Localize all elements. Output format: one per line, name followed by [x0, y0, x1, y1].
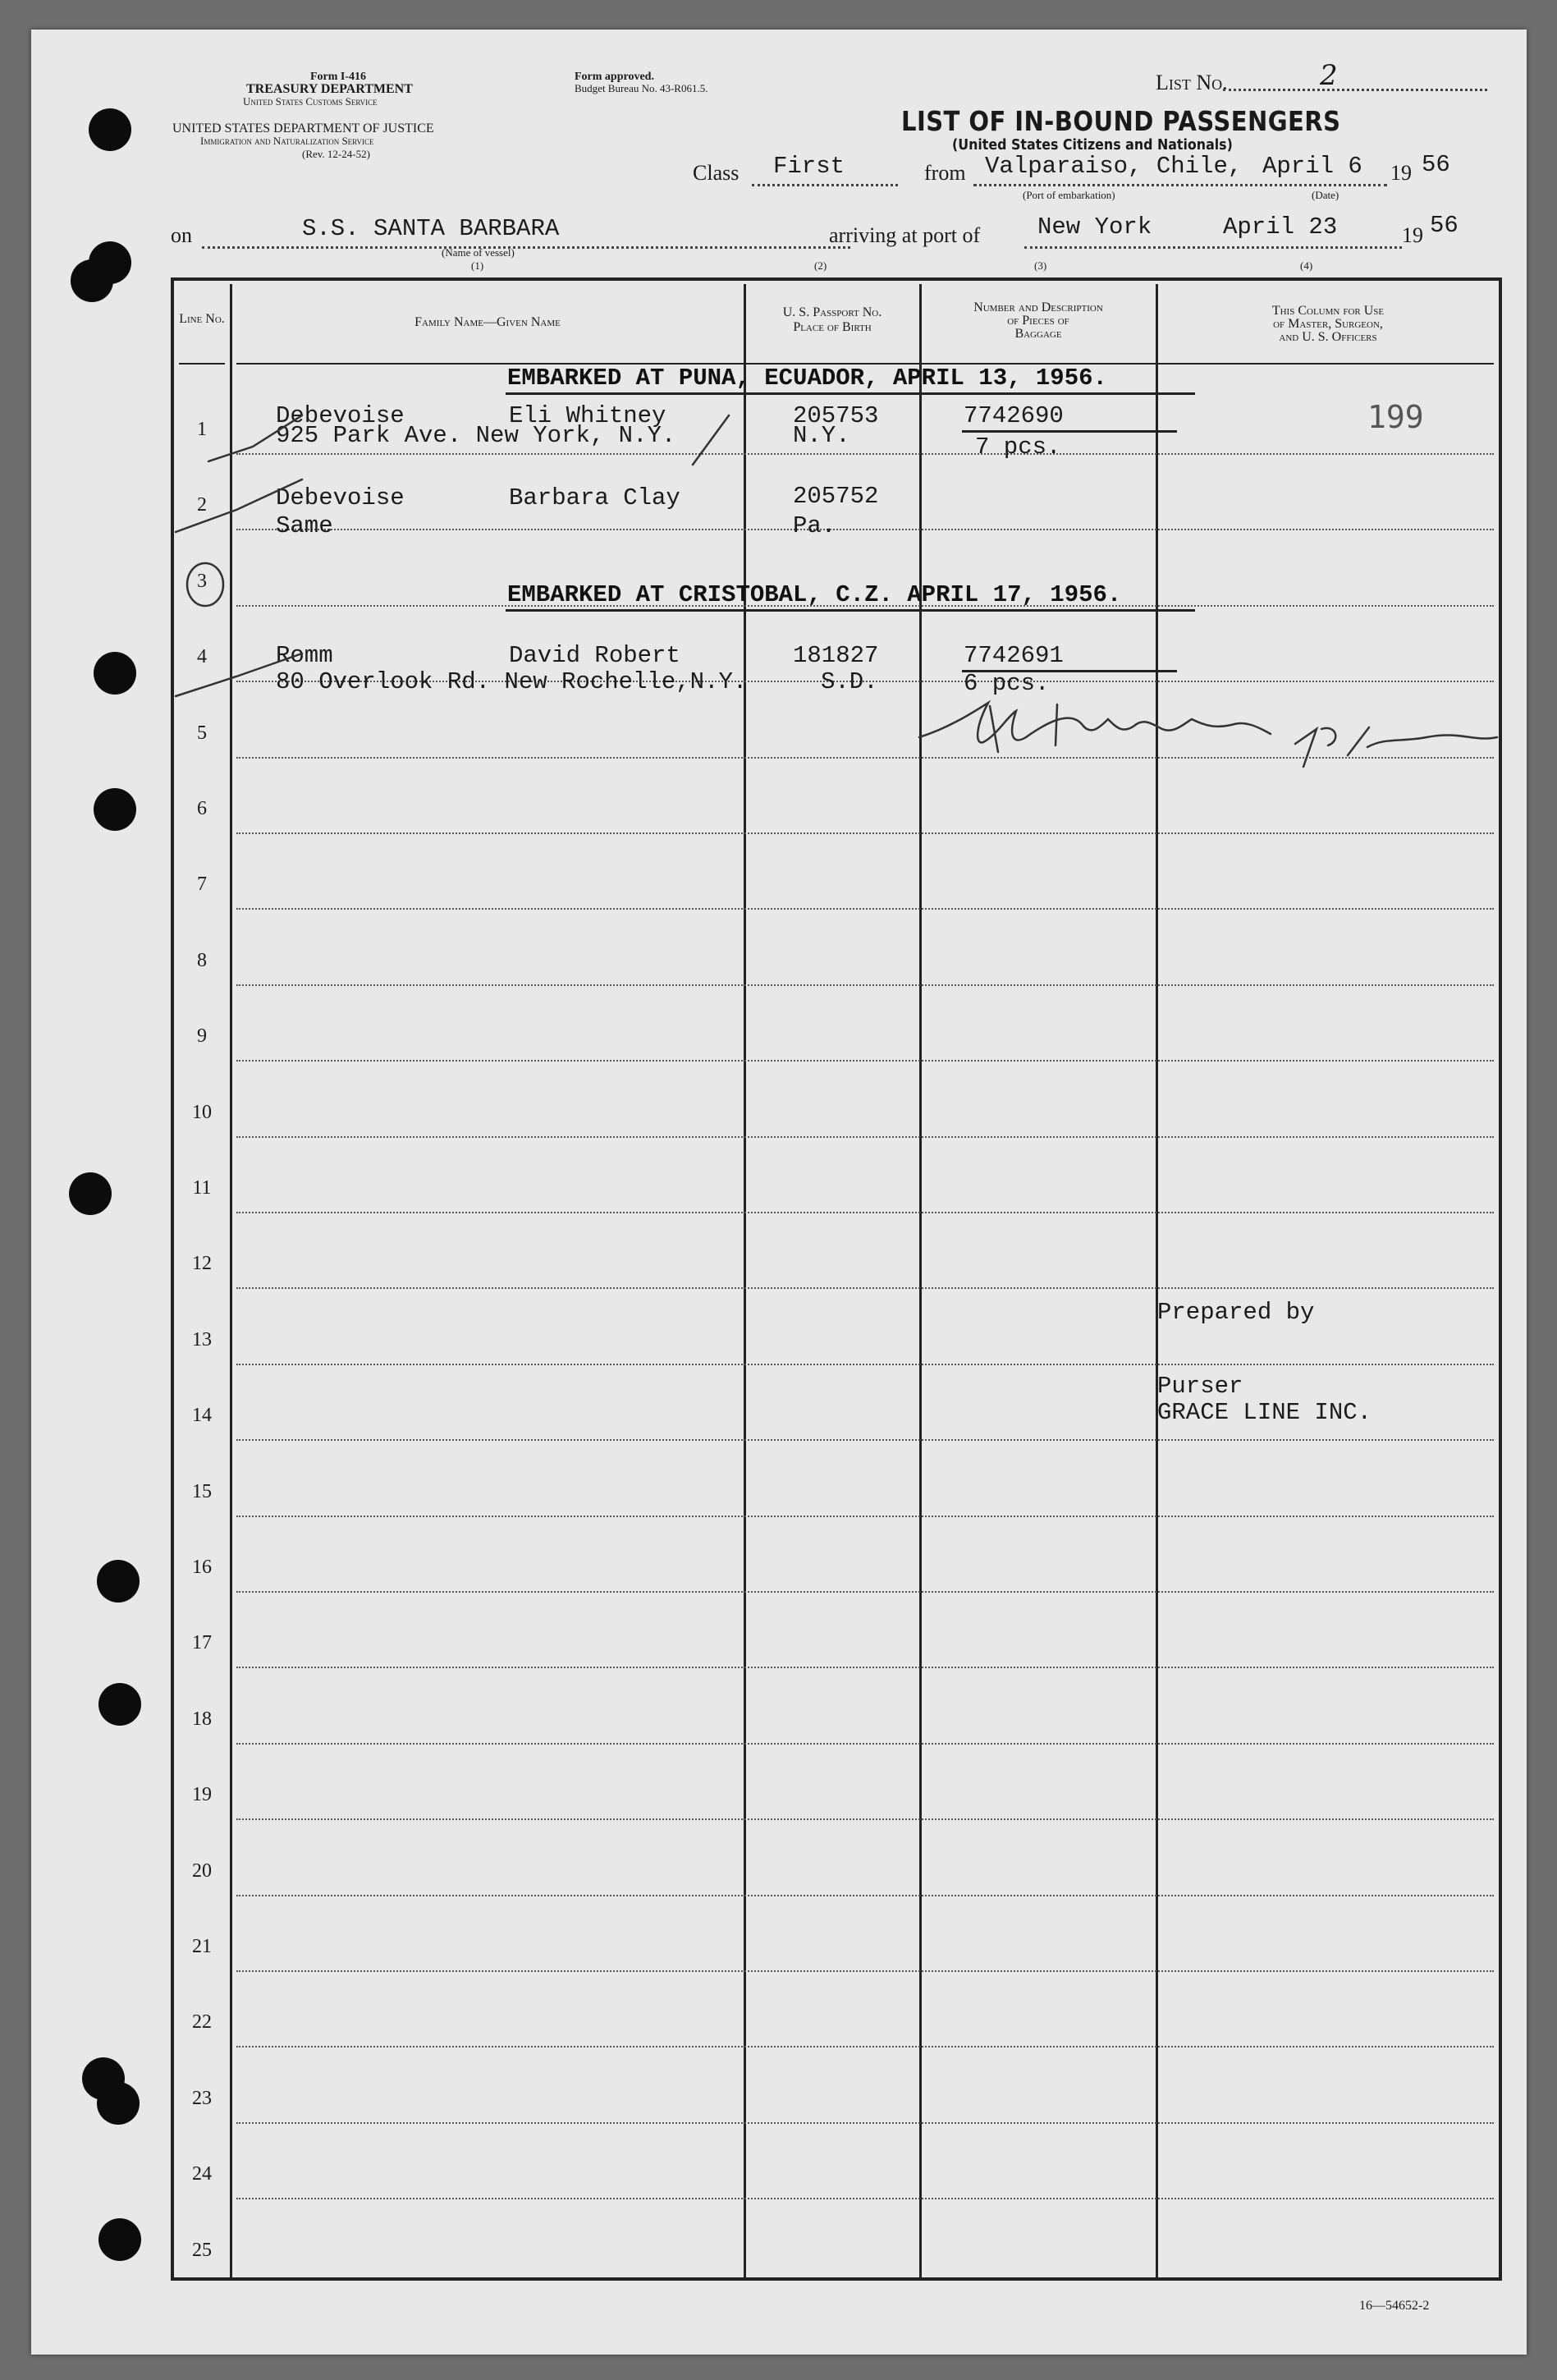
p2-birth: Pa. [793, 512, 836, 539]
class-value: First [773, 153, 845, 180]
company-name: GRACE LINE INC. [1157, 1399, 1372, 1426]
binder-hole [97, 2082, 140, 2125]
row-number: 5 [197, 722, 207, 744]
vessel-value: S.S. SANTA BARBARA [302, 215, 560, 242]
p3-family: Romm [276, 642, 333, 669]
from-value: Valparaiso, Chile, [985, 153, 1243, 180]
p1-birth: N.Y. [793, 422, 850, 449]
officer-mark: 199 [1367, 399, 1424, 435]
row-number: 20 [192, 1860, 212, 1882]
p1-given: Eli Whitney [509, 402, 666, 429]
row-number: 1 [197, 419, 207, 440]
col-num-2: (2) [814, 259, 827, 272]
row-divider [236, 1591, 1494, 1593]
row-number: 10 [192, 1101, 212, 1123]
list-no-value: 2 [1320, 59, 1338, 92]
row-divider [236, 1970, 1494, 1972]
row-number: 23 [192, 2087, 212, 2109]
budget-bureau: Budget Bureau No. 43-R061.5. [575, 82, 708, 94]
row-number: 17 [192, 1632, 212, 1654]
header-baggage-2: of Pieces of [1007, 314, 1069, 328]
row-number: 14 [192, 1405, 212, 1427]
col-num-4: (4) [1300, 259, 1313, 272]
row-number: 21 [192, 1936, 212, 1957]
binder-hole [98, 1683, 141, 1726]
binder-hole [97, 1560, 140, 1603]
prepared-by: Prepared by [1157, 1299, 1315, 1326]
date-caption: (Date) [1312, 189, 1339, 201]
row-number: 3 [197, 570, 207, 592]
col-num-1: (1) [471, 259, 484, 272]
arriving-label: arriving at port of [829, 223, 981, 247]
p2-family: Debevoise [276, 484, 405, 511]
row-divider [236, 1516, 1494, 1517]
on-label: on [171, 223, 192, 247]
col-num-3: (3) [1034, 259, 1047, 272]
manifest-sheet [31, 30, 1527, 2355]
row-divider [236, 1743, 1494, 1745]
customs-service: United States Customs Service [243, 95, 378, 108]
embark-date-value: April 6 [1262, 153, 1362, 180]
row-divider [236, 1287, 1494, 1289]
page-subtitle: (United States Citizens and Nationals) [952, 136, 1233, 154]
embark-year-prefix: 19 [1390, 161, 1412, 185]
row-number: 22 [192, 2011, 212, 2034]
row-number: 7 [197, 874, 207, 896]
p1-bag-pcs: 7 pcs. [975, 433, 1061, 461]
from-label: from [924, 161, 966, 185]
p1-bag-no: 7742690 [964, 402, 1064, 429]
class-label: Class [693, 161, 740, 185]
p3-bag-pcs: 6 pcs. [964, 670, 1050, 697]
p1-address: 925 Park Ave. New York, N.Y. [276, 422, 676, 449]
arrival-port-value: New York [1037, 213, 1152, 241]
print-code: 16—54652-2 [1359, 2299, 1430, 2313]
header-officers-3: and U. S. Officers [1279, 330, 1377, 344]
row-number: 16 [192, 1557, 212, 1578]
embark-year-value: 56 [1422, 151, 1450, 178]
arrival-date-value: April 23 [1223, 213, 1338, 241]
row-divider [236, 2122, 1494, 2124]
header-baggage-1: Number and Description [973, 300, 1103, 314]
port-embark-caption: (Port of embarkation) [1023, 189, 1115, 201]
header-passport-1: U. S. Passport No. [782, 305, 882, 319]
row-divider [236, 1364, 1494, 1365]
header-officers-2: of Master, Surgeon, [1273, 317, 1383, 331]
arrival-year-value: 56 [1430, 212, 1459, 239]
form-approved: Form approved. [575, 71, 654, 83]
row-divider [236, 1136, 1494, 1138]
form-number: Form I-416 [310, 71, 367, 83]
row-number: 11 [192, 1177, 212, 1199]
row-divider [236, 1439, 1494, 1441]
ins-service: Immigration and Naturalization Service [200, 135, 374, 147]
p3-given: David Robert [509, 642, 680, 669]
row-number: 18 [192, 1708, 212, 1730]
justice-dept: UNITED STATES DEPARTMENT OF JUSTICE [172, 122, 434, 135]
p3-passport: 181827 [793, 642, 879, 669]
arrival-year-prefix: 19 [1402, 223, 1423, 247]
row-divider [236, 2046, 1494, 2048]
row-divider [236, 1212, 1494, 1213]
p3-address: 80 Overlook Rd. New Rochelle,N.Y. [276, 668, 748, 695]
row-divider [236, 984, 1494, 986]
binder-hole [69, 1172, 112, 1215]
row-number: 13 [192, 1328, 212, 1351]
row-divider [236, 1895, 1494, 1896]
row-number: 2 [197, 494, 207, 516]
row-divider [236, 1060, 1494, 1062]
handwriting-marks [31, 30, 1527, 851]
row-divider [236, 908, 1494, 910]
revision: (Rev. 12-24-52) [302, 148, 370, 160]
embark-puna: EMBARKED AT PUNA, ECUADOR, APRIL 13, 1956. [507, 365, 1107, 392]
row-divider [236, 1818, 1494, 1820]
row-number: 4 [197, 646, 207, 668]
p2-address: Same [276, 512, 333, 539]
header-name: Family Name—Given Name [414, 315, 561, 329]
header-line-no: Line No. [179, 312, 225, 326]
row-number: 19 [192, 1784, 212, 1806]
header-baggage-3: Baggage [1014, 327, 1062, 341]
list-no-label: List No. [1156, 71, 1228, 94]
embark-cristobal: EMBARKED AT CRISTOBAL, C.Z. APRIL 17, 1956. [507, 581, 1122, 608]
p3-bag-no: 7742691 [964, 642, 1064, 669]
row-number: 25 [192, 2239, 212, 2261]
page-title: LIST OF IN-BOUND PASSENGERS [901, 105, 1341, 137]
p1-family: Debevoise [276, 402, 405, 429]
vessel-caption: (Name of vessel) [442, 246, 515, 259]
header-officers-1: This Column for Use [1271, 304, 1385, 318]
row-number: 8 [197, 949, 207, 971]
row-number: 9 [197, 1025, 207, 1048]
purser-label: Purser [1157, 1373, 1243, 1400]
row-divider [236, 2198, 1494, 2199]
row-number: 6 [197, 798, 207, 819]
row-number: 12 [192, 1253, 212, 1275]
header-passport-2: Place of Birth [793, 320, 872, 334]
p2-passport: 205752 [793, 483, 879, 510]
treasury-dept: TREASURY DEPARTMENT [246, 82, 413, 96]
row-number: 24 [192, 2163, 212, 2185]
binder-hole [98, 2218, 141, 2261]
p2-given: Barbara Clay [509, 484, 680, 511]
row-divider [236, 1667, 1494, 1668]
p1-passport: 205753 [793, 402, 879, 429]
p3-birth: S.D. [821, 668, 878, 695]
row-number: 15 [192, 1480, 212, 1502]
